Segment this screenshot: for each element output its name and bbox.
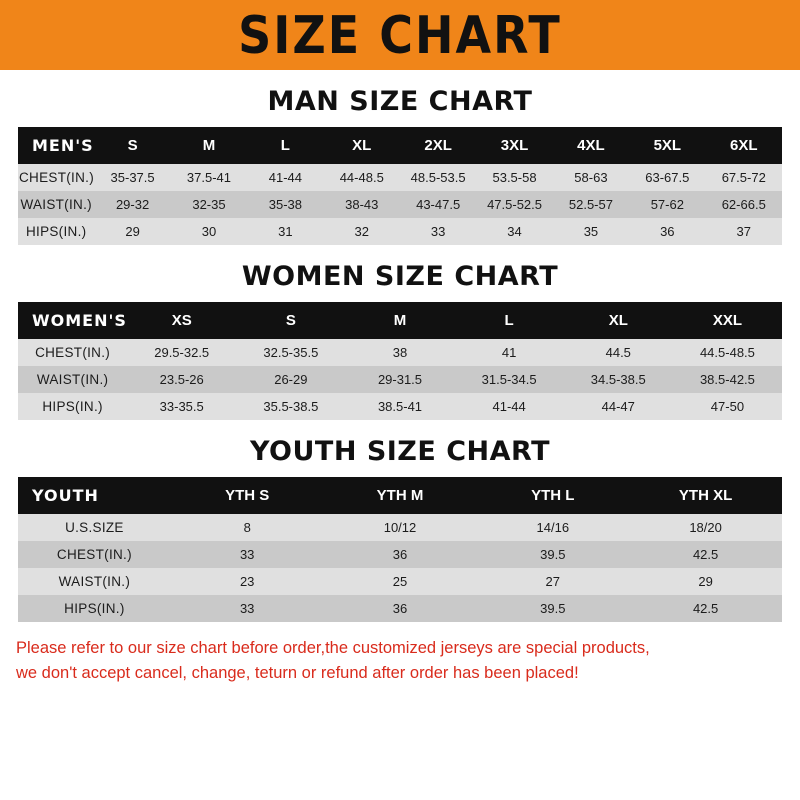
cell: 44.5 (564, 339, 673, 366)
cell: 38.5-42.5 (673, 366, 782, 393)
cell: 32.5-35.5 (236, 339, 345, 366)
col-header-s: S (236, 302, 345, 339)
table-youth (18, 477, 782, 622)
cell: 35.5-38.5 (236, 393, 345, 420)
col-header-yth-xl: YTH XL (629, 477, 782, 514)
page-banner (0, 0, 800, 70)
col-header-5xl: 5XL (629, 127, 705, 164)
cell: 35 (553, 218, 629, 245)
col-header-l: L (455, 302, 564, 339)
table-row (18, 164, 782, 191)
cell: 62-66.5 (706, 191, 782, 218)
cell: 53.5-58 (476, 164, 552, 191)
row-label: CHEST(IN.) (18, 339, 127, 366)
cell: 38.5-41 (345, 393, 454, 420)
table-header-row (18, 302, 782, 339)
table-women (18, 302, 782, 420)
cell: 26-29 (236, 366, 345, 393)
col-header-3xl: 3XL (476, 127, 552, 164)
table-row (18, 218, 782, 245)
table-row (18, 514, 782, 541)
cell: 8 (171, 514, 324, 541)
section-title-man: MAN SIZE CHART (267, 86, 533, 117)
cell: 41-44 (455, 393, 564, 420)
table-row (18, 339, 782, 366)
cell: 30 (171, 218, 247, 245)
table-row (18, 393, 782, 420)
section-women (0, 261, 800, 420)
cell: 31 (247, 218, 323, 245)
cell: 34.5-38.5 (564, 366, 673, 393)
cell: 38 (345, 339, 454, 366)
col-header-l: L (247, 127, 323, 164)
row-label: WAIST(IN.) (18, 366, 127, 393)
row-label: WAIST(IN.) (18, 568, 171, 595)
cell: 36 (324, 595, 477, 622)
cell: 27 (476, 568, 629, 595)
col-header-2xl: 2XL (400, 127, 476, 164)
cell: 44.5-48.5 (673, 339, 782, 366)
table-row (18, 568, 782, 595)
col-header-s: S (94, 127, 170, 164)
cell: 36 (629, 218, 705, 245)
col-header-xl: XL (324, 127, 400, 164)
col-header-4xl: 4XL (553, 127, 629, 164)
cell: 37.5-41 (171, 164, 247, 191)
section-title-youth: YOUTH SIZE CHART (249, 436, 551, 467)
footer-note (16, 636, 784, 686)
cell: 33 (171, 595, 324, 622)
cell: 42.5 (629, 595, 782, 622)
cell: 44-48.5 (324, 164, 400, 191)
table-header-row (18, 477, 782, 514)
col-header-xxl: XXL (673, 302, 782, 339)
section-man (0, 86, 800, 245)
table-row (18, 191, 782, 218)
cell: 23.5-26 (127, 366, 236, 393)
cell: 37 (706, 218, 782, 245)
row-label: HIPS(IN.) (18, 595, 171, 622)
col-header-yth-s: YTH S (171, 477, 324, 514)
row-label: CHEST(IN.) (18, 541, 171, 568)
cell: 25 (324, 568, 477, 595)
col-header-xl: XL (564, 302, 673, 339)
cell: 10/12 (324, 514, 477, 541)
cell: 42.5 (629, 541, 782, 568)
cell: 52.5-57 (553, 191, 629, 218)
cell: 36 (324, 541, 477, 568)
col-header-xs: XS (127, 302, 236, 339)
cell: 63-67.5 (629, 164, 705, 191)
cell: 31.5-34.5 (455, 366, 564, 393)
row-label: WAIST(IN.) (18, 191, 94, 218)
table-row (18, 366, 782, 393)
cell: 58-63 (553, 164, 629, 191)
cell: 32 (324, 218, 400, 245)
col-header-m: M (345, 302, 454, 339)
cell: 48.5-53.5 (400, 164, 476, 191)
col-header-womens: WOMEN'S (18, 302, 127, 339)
cell: 29.5-32.5 (127, 339, 236, 366)
table-man (18, 127, 782, 245)
cell: 39.5 (476, 595, 629, 622)
page-title: SIZE CHART (238, 4, 562, 66)
cell: 32-35 (171, 191, 247, 218)
cell: 23 (171, 568, 324, 595)
col-header-6xl: 6XL (706, 127, 782, 164)
section-youth (0, 436, 800, 622)
col-header-youth: YOUTH (18, 477, 171, 514)
table-header-row (18, 127, 782, 164)
cell: 14/16 (476, 514, 629, 541)
cell: 41 (455, 339, 564, 366)
row-label: HIPS(IN.) (18, 218, 94, 245)
section-title-women: WOMEN SIZE CHART (241, 261, 559, 292)
footer-note-line-2: we don't accept cancel, change, teturn or refund after order has been placed! (16, 663, 579, 682)
cell: 57-62 (629, 191, 705, 218)
cell: 38-43 (324, 191, 400, 218)
col-header-m: M (171, 127, 247, 164)
cell: 47-50 (673, 393, 782, 420)
row-label: HIPS(IN.) (18, 393, 127, 420)
cell: 33 (171, 541, 324, 568)
cell: 33 (400, 218, 476, 245)
cell: 41-44 (247, 164, 323, 191)
cell: 47.5-52.5 (476, 191, 552, 218)
col-header-yth-m: YTH M (324, 477, 477, 514)
cell: 44-47 (564, 393, 673, 420)
cell: 33-35.5 (127, 393, 236, 420)
table-row (18, 541, 782, 568)
cell: 29 (94, 218, 170, 245)
cell: 29 (629, 568, 782, 595)
cell: 43-47.5 (400, 191, 476, 218)
footer-note-line-1: Please refer to our size chart before order,the customized jerseys are special products, (16, 639, 650, 657)
cell: 18/20 (629, 514, 782, 541)
row-label: CHEST(IN.) (18, 164, 94, 191)
cell: 35-37.5 (94, 164, 170, 191)
col-header-yth-l: YTH L (476, 477, 629, 514)
row-label: U.S.SIZE (18, 514, 171, 541)
table-row (18, 595, 782, 622)
cell: 67.5-72 (706, 164, 782, 191)
cell: 35-38 (247, 191, 323, 218)
cell: 39.5 (476, 541, 629, 568)
cell: 29-32 (94, 191, 170, 218)
cell: 29-31.5 (345, 366, 454, 393)
col-header-men: MEN'S (18, 127, 94, 164)
cell: 34 (476, 218, 552, 245)
